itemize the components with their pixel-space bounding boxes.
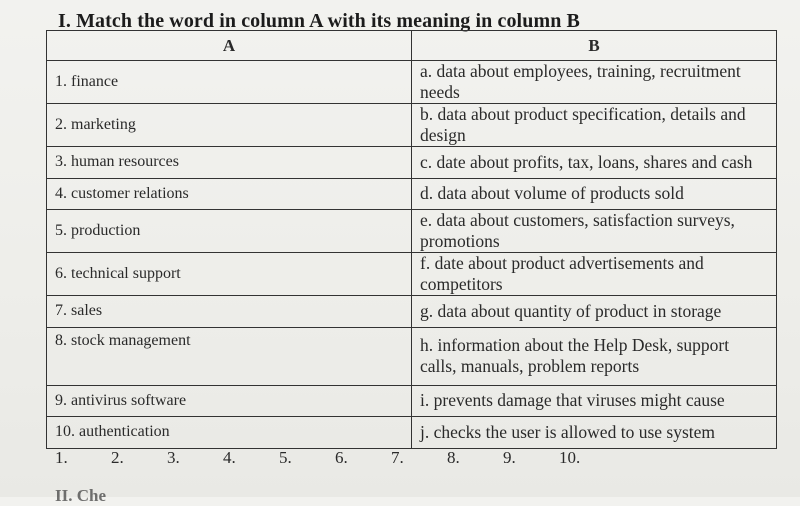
term-cell: 10. authentication [47, 417, 412, 449]
meaning-cell: j. checks the user is allowed to use system [412, 417, 777, 449]
table-row [47, 417, 777, 449]
answer-slot[interactable]: 7. [391, 448, 404, 467]
meaning-cell: b. data about product specification, details and design [412, 104, 777, 147]
meaning-cell: a. data about employees, training, recruitment needs [412, 61, 777, 104]
next-section-heading: II. Che [55, 486, 107, 505]
meaning-cell: f. date about product advertisements and competitors [412, 253, 777, 296]
answer-slot[interactable]: 3. [167, 448, 180, 467]
term-cell: 5. production [47, 210, 412, 253]
table-row [47, 296, 777, 328]
term-cell: 1. finance [47, 61, 412, 104]
answer-slot[interactable]: 4. [223, 448, 236, 467]
answer-slot[interactable]: 10. [559, 448, 581, 467]
table-row [47, 104, 777, 147]
table-row [47, 385, 777, 417]
column-a-header: A [47, 31, 412, 61]
term-cell: 4. customer relations [47, 178, 412, 210]
answer-line [55, 448, 615, 468]
term-cell: 3. human resources [47, 147, 412, 179]
table-header-row [47, 31, 777, 61]
table-row [47, 61, 777, 104]
term-cell: 7. sales [47, 296, 412, 328]
answer-slot[interactable]: 1. [55, 448, 68, 467]
column-b-header: B [412, 31, 777, 61]
matching-table [46, 30, 777, 449]
table-row [47, 253, 777, 296]
exercise-heading: I. Match the word in column A with its meaning in column B [58, 10, 580, 32]
answer-slot[interactable]: 8. [447, 448, 460, 467]
meaning-cell: c. date about profits, tax, loans, shares and cash [412, 147, 777, 179]
answer-slot[interactable]: 5. [279, 448, 292, 467]
meaning-cell: g. data about quantity of product in storage [412, 296, 777, 328]
table-row [47, 178, 777, 210]
answer-slot[interactable]: 2. [111, 448, 124, 467]
term-cell: 8. stock management [47, 327, 412, 385]
term-cell: 9. antivirus software [47, 385, 412, 417]
term-cell: 6. technical support [47, 253, 412, 296]
meaning-cell: d. data about volume of products sold [412, 178, 777, 210]
table-row [47, 327, 777, 385]
answer-slot[interactable]: 9. [503, 448, 516, 467]
meaning-cell: h. information about the Help Desk, support calls, manuals, problem reports [412, 327, 777, 385]
table-row [47, 147, 777, 179]
answer-slot[interactable]: 6. [335, 448, 348, 467]
meaning-cell: e. data about customers, satisfaction surveys, promotions [412, 210, 777, 253]
table-row [47, 210, 777, 253]
term-cell: 2. marketing [47, 104, 412, 147]
meaning-cell: i. prevents damage that viruses might cause [412, 385, 777, 417]
